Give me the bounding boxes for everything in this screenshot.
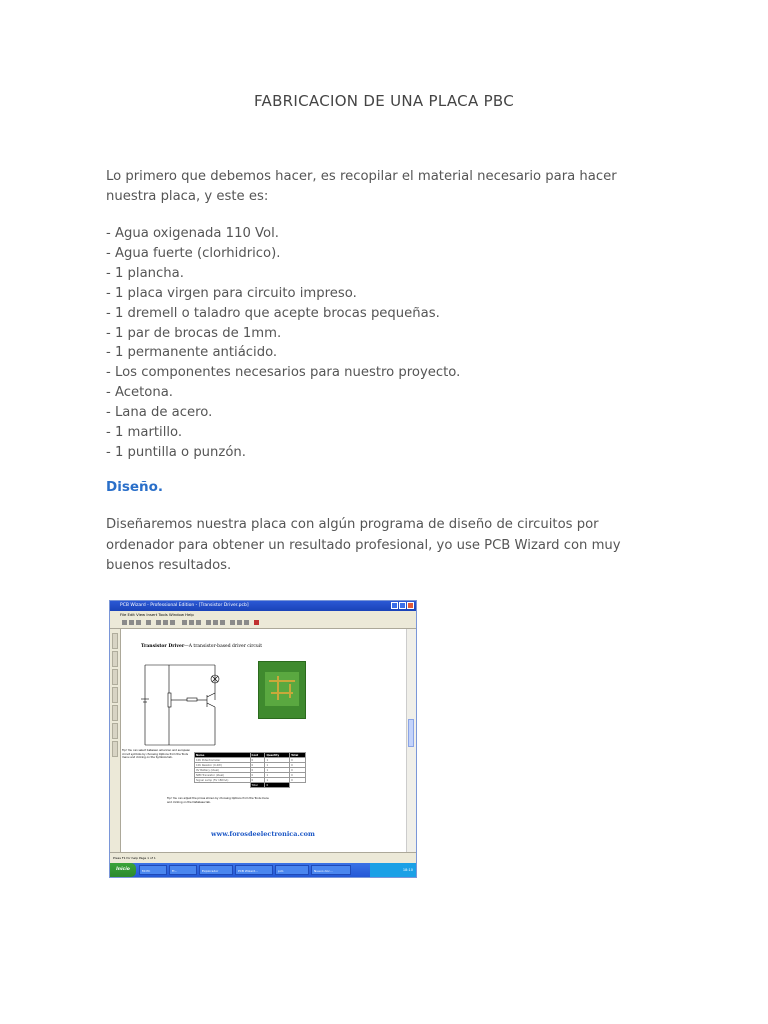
scrollbar-thumb xyxy=(408,719,414,747)
list-item: - Lana de acero. xyxy=(106,405,213,421)
side-tab xyxy=(112,687,118,703)
taskbar-item: pcb xyxy=(275,865,309,875)
pcb-trace xyxy=(269,680,295,682)
pcb-wizard-screenshot xyxy=(109,600,417,878)
taskbar-item: Nuevo doc... xyxy=(311,865,351,875)
cut-icon xyxy=(156,620,161,625)
intro-paragraph: Lo primero que debemos hacer, es recopilar el material necesario para hacer nuestra placa, y este es: xyxy=(106,169,617,204)
table-cell: 0 xyxy=(250,758,265,763)
maximize-icon xyxy=(399,602,406,609)
document-title: FABRICACION DE UNA PLACA PBC xyxy=(253,92,515,110)
screenshot-titlebar xyxy=(110,601,416,611)
circuit-heading-rest: —A transistor-based driver circuit xyxy=(184,644,263,649)
component-icon xyxy=(213,620,218,625)
screenshot-side-tabs xyxy=(110,629,121,853)
minimize-icon xyxy=(391,602,398,609)
section-heading-diseno: Diseño. xyxy=(106,479,164,495)
conversion-icon xyxy=(254,620,259,625)
grid-icon xyxy=(230,620,235,625)
taskbar-item: Mi PC xyxy=(139,865,167,875)
screenshot-menubar: File Edit View Insert Tools Window Help xyxy=(110,611,416,618)
table-cell: 1 xyxy=(265,758,290,763)
windows-taskbar xyxy=(110,863,416,877)
list-item: - 1 permanente antiácido. xyxy=(106,345,278,361)
save-icon xyxy=(136,620,141,625)
parts-table xyxy=(194,752,306,788)
redo-icon xyxy=(244,620,249,625)
tip-symbols: Tip! You can select between american and european circuit symbols by choosing Options from the Tools menu and clicking on the Symbols tab. xyxy=(122,749,191,759)
list-item: - 1 plancha. xyxy=(106,265,184,281)
side-tab xyxy=(112,633,118,649)
side-tab xyxy=(112,669,118,685)
window-controls xyxy=(391,602,414,609)
table-cell: 0 xyxy=(290,758,306,763)
table-total-label: Total xyxy=(250,783,265,788)
list-item: - Acetona. xyxy=(106,385,173,401)
text-icon xyxy=(220,620,225,625)
side-tab xyxy=(112,723,118,739)
pan-icon xyxy=(196,620,201,625)
table-cell: 1 xyxy=(265,773,290,778)
screenshot-canvas xyxy=(121,629,408,853)
circuit-heading-bold: Transistor Driver xyxy=(141,644,185,649)
list-item: - Agua oxigenada 110 Vol. xyxy=(106,226,279,241)
table-cell: 0 xyxy=(250,768,265,773)
pcb-trace xyxy=(289,684,291,698)
side-tab xyxy=(112,741,118,757)
table-header: Total xyxy=(290,753,306,758)
table-cell: 0 xyxy=(250,778,265,783)
list-item: - 1 martillo. xyxy=(106,425,183,441)
list-item: - Agua fuerte (clorhidrico). xyxy=(106,245,281,261)
system-tray-clock: 18:10 xyxy=(370,863,416,877)
copy-icon xyxy=(163,620,168,625)
table-total-row xyxy=(195,783,306,788)
table-cell: NPN Transistor (Ideal) xyxy=(195,773,251,778)
open-icon xyxy=(129,620,134,625)
screenshot-window-title: PCB Wizard - Professional Edition - [Transistor Driver.pcb] xyxy=(120,603,249,608)
table-cell: 10K Resistor (0.4W) xyxy=(195,763,251,768)
table-header: Name xyxy=(195,753,251,758)
list-item: - 1 par de brocas de 1mm. xyxy=(106,325,282,341)
table-header: Cost xyxy=(250,753,265,758)
pcb-inner xyxy=(265,672,299,706)
side-tab xyxy=(112,651,118,667)
print-icon xyxy=(146,620,151,625)
materials-list xyxy=(106,224,666,463)
screenshot-toolbar xyxy=(110,618,416,629)
paste-icon xyxy=(170,620,175,625)
wire-icon xyxy=(206,620,211,625)
taskbar-item: PCB Wizard... xyxy=(235,865,273,875)
undo-icon xyxy=(237,620,242,625)
table-cell: 1 xyxy=(265,763,290,768)
new-icon xyxy=(122,620,127,625)
table-cell: 10K Potentiometer xyxy=(195,758,251,763)
circuit-schematic xyxy=(135,655,225,755)
table-total-value: 0 xyxy=(265,783,290,788)
list-item: - Los componentes necesarios para nuestro proyecto. xyxy=(106,365,461,381)
zoom-icon xyxy=(189,620,194,625)
taskbar-item: Fr... xyxy=(169,865,197,875)
table-cell: 0 xyxy=(290,768,306,773)
start-button: Inicio xyxy=(110,863,136,877)
pointer-icon xyxy=(182,620,187,625)
pcb-trace xyxy=(277,676,279,700)
taskbar-item: Explorador xyxy=(199,865,233,875)
side-tab xyxy=(112,705,118,721)
table-cell: 0 xyxy=(250,763,265,768)
close-icon xyxy=(407,602,414,609)
table-cell: 0 xyxy=(250,773,265,778)
table-cell: 0 xyxy=(290,763,306,768)
design-paragraph: Diseñaremos nuestra placa con algún programa de diseño de circuitos por ordenador para obtener un resultado profesional, yo use PCB Wizard con muy buenos resultados. xyxy=(106,517,621,573)
screenshot-statusbar: Press F1 for help Page 1 of 1 xyxy=(110,852,416,863)
screenshot-scrollbar xyxy=(406,629,416,853)
table-cell: 1 xyxy=(265,778,290,783)
table-cell: 1 xyxy=(265,768,290,773)
table-cell: Signal Lamp (5V 180mA) xyxy=(195,778,251,783)
pcb-image xyxy=(258,661,306,719)
table-cell: 0 xyxy=(290,778,306,783)
list-item: - 1 dremell o taladro que acepte brocas pequeñas. xyxy=(106,305,440,321)
list-item: - 1 placa virgen para circuito impreso. xyxy=(106,285,357,301)
table-header: Quantity xyxy=(265,753,290,758)
circuit-heading xyxy=(141,644,262,649)
table-cell: 9V Battery (Ideal) xyxy=(195,768,251,773)
table-cell: 0 xyxy=(290,773,306,778)
watermark-url: www.forosdeelectronica.com xyxy=(211,830,315,838)
tip-prices: Tip! You can adjust the prices shown by choosing Options from the Tools menu and clicking on the Database tab. xyxy=(167,797,270,804)
list-item: - 1 puntilla o punzón. xyxy=(106,444,246,460)
